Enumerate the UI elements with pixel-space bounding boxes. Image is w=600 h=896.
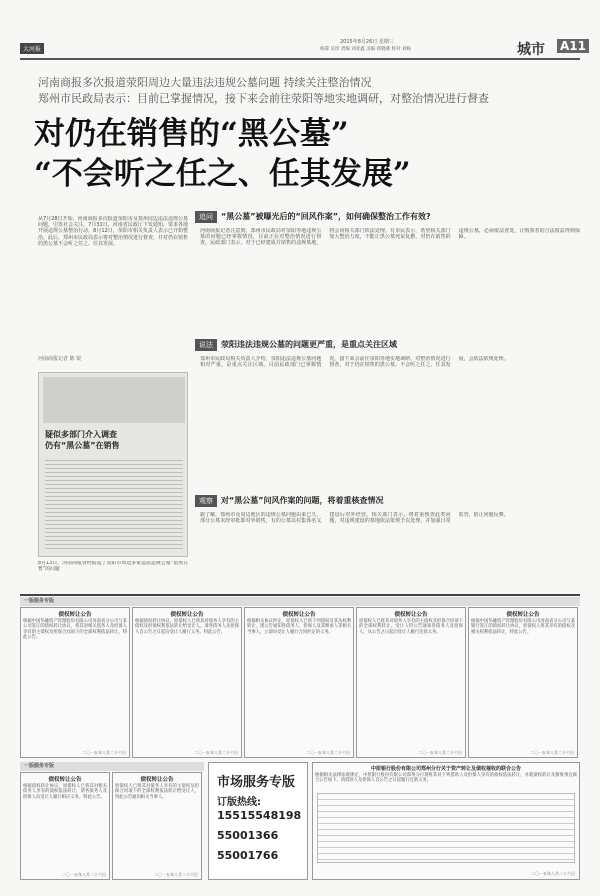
notice-title: 债权转让公告 [282,612,316,618]
inset-newspaper-image [38,372,188,557]
notice-body: 根据相关协议约定，原债权人已将下列债权及其从权利转让，现公告通知各债务人、担保人及其继承人等相关当事人，立即向受让人履行合同约定的义务。 [247,619,351,635]
section-1-tag: 追问 [195,211,217,223]
inset-headline-1: 疑似多部门介入调查 [45,430,117,439]
notice-title: 债权转让公告 [506,612,540,618]
inset-caption: 8月13日，河南商报曾经报道了荥阳市周边多家违法违规公墓“依然在售”的问题 [38,561,188,572]
bank-notice-footer: 二〇一五年八月二十六日 [531,871,575,876]
hotline-phone-1: 15515548198 [217,809,302,822]
issue-date: 2015年8月26日 星期三 [340,39,394,45]
classifieds-row1-label: 一版服务专版 [24,598,55,604]
section-2-tag: 说法 [195,339,217,351]
section-2-header [195,338,585,351]
section-3-header [195,494,585,507]
notice-body: 原债权人已将其对债务人享有的主债权及担保合同项下的全部权利转让。受让人特公告通知各债务人及担保人，从公告之日起向受让人履行还款义务。 [359,619,463,635]
section-1-title: “黑公墓”被曝光后的“回风作案”，如何确保整治工作有效? [221,212,431,221]
notice-box [468,607,578,758]
notice-footer: 二〇一五年八月二十六日 [154,872,198,877]
notice-footer: 二〇一五年八月二十六日 [418,750,462,755]
notice-body: 根据中国华融资产管理股份有限公司河南省分公司与某银行签订的债权转让协议，原债权人将其享有的债权及相关权利依法转让，特此公告。 [471,619,575,635]
hotline-label: 订版热线: [217,797,261,808]
notice-box [244,607,354,758]
bank-notice-body: 根据相关法律法规规定，中原银行股份有限公司郑州分行现将其对下列借款人及担保人享有的债权依法转让，并就债权转让及催收事宜联合公告如下。请借款人及担保人自公告之日起履行还款义务。 [315,773,577,784]
headline-title-2: “不会听之任之、任其发展” [34,156,411,192]
notice-footer: 二〇一五年八月二十六日 [82,750,126,755]
classifieds-row1-header [20,597,580,606]
inset-photo-top [43,377,185,423]
notice-footer: 二〇一五年八月二十六日 [194,750,238,755]
notice-body: 根据中国华融资产管理股份有限公司河南省分公司与某公司签订的债权转让协议，将其对相关债务人及担保人享有的主债权及担保合同项下的全部权利依法转让。特此公告。 [23,619,127,640]
paper-logo: 大河报 [20,43,44,54]
inset-text-block [45,457,183,552]
section-1-body: 河南商报记者注意到，郑州市民政局对荥阳等地违规公墓的问题已经掌握情况，目前正在对整治情况进行督查。民政部门表示，对于已经建成并销售的违规墓地，将会同相关部门依法处理。有市民表示，希望相关部门加大整治力度，不能让黑公墓死灰复燃，对仍在销售的违规公墓，必须依法查处，让购墓者的合法权益得到保障。 [200,228,580,247]
notice-body: 根据债权转让协议，原债权人已将其对债务人享有的主债权及担保权利依法转让给受让人。请各债务人及担保人自公告之日起向受让人履行义务。特此公告。 [135,619,239,635]
hotline-phone-2: 55001366 [217,829,279,842]
headline-title-1: 对仍在销售的“黑公墓” [34,116,349,152]
section-3-tag: 观察 [195,495,217,507]
section-label: 城市 [517,42,545,58]
lead-paragraph: 从7月28日开始，河南商报多次报道荥阳市及郑州周边违法违规公墓问题，引发社会关注。7月31日，河南省民政厅下发通知，要求各地开展违规公墓整治行动。8月12日，荥阳市相关负责人表示已开始整治。此后，郑州市民政局表示将对整治情况进行督查，并对仍在销售的黑公墓不会听之任之、任其发展。 [38,216,188,247]
section-2-title: 荥阳违法违规公墓的问题更严重，是重点关注区域 [221,340,397,349]
notice-body: 原债权人已将其对债务人享有的主债权及担保合同项下的全部权利依法转让给受让人，特此公告通知相关当事人。 [115,784,199,800]
section-3-body: 据了解，郑州市及周边地区的违规公墓问题由来已久，部分公墓未经审批即对外销售，有的公墓以村集体名义建设后对外经营。相关部门表示，将着重核查此类问题，对违规建设的墓地依法依规予以处理，并加强日常监管，防止问题反弹。 [200,512,509,525]
notice-footer: 二〇一五年八月二十六日 [306,750,350,755]
notice-box [132,607,242,758]
notice-box [20,772,110,880]
notice-title: 债权转让公告 [170,612,204,618]
notice-body: 根据债权转让协议，原债权人已将其对相关债务人享有的债权依法转让，请各债务人及担保人向受让人履行相应义务。特此公告。 [23,784,107,800]
bank-notice-box [312,762,580,880]
masthead [20,39,586,58]
notice-footer: 二〇一五年八月二十六日 [62,872,106,877]
inset-headline-2: 仍有“黑公墓”在销售 [45,441,120,450]
market-service-title: 市场服务专版 [217,775,296,790]
classifieds-row2-label: 一版服务专版 [24,763,55,769]
notice-box [20,607,130,758]
notice-title: 债权转让公告 [58,612,92,618]
lead-byline: 河南商报记者 陈 锐 [38,356,82,362]
bank-notice-table [317,793,575,863]
notice-title: 债权转让公告 [48,777,82,783]
notice-box [112,772,202,880]
notice-title: 债权转让公告 [394,612,428,618]
market-service-box [208,762,308,880]
section-3-title: 对“黑公墓”问风作案的问题，将着重核查情况 [221,496,384,505]
notice-title: 债权转让公告 [140,777,174,783]
hotline-phone-3: 55001766 [217,849,279,862]
page-number: A11 [557,39,589,53]
editor-credits: 统筹 吴彤 责编 刘亚鑫 美编 蒋晓燕 校对 刘杨 [320,47,412,52]
kicker-line-1: 河南商报多次报道荥阳周边大量违法违规公墓问题 持续关注整治情况 [38,76,372,89]
section-1-header [195,210,585,223]
classifieds-row2-header [20,762,204,771]
notice-box [356,607,466,758]
bank-notice-title: 中原银行股份有限公司郑州分行关于资产转让及债权催收的联合公告 [370,766,521,772]
kicker-line-2: 郑州市民政局表示：目前已掌握情况，接下来会前往荥阳等地实地调研，对整治情况进行督查 [38,92,489,105]
notice-footer: 二〇一五年八月二十六日 [530,750,574,755]
section-2-body: 郑州市民政局相关负责人介绍，荥阳违法违规公墓问题相对严重，是重点关注区域。目前民政部门已掌握情况，接下来会前往荥阳等地实地调研，对整治情况进行督查，对于仍在销售的黑公墓，不会听之任之、任其发展，会依法依规处理。 [200,356,509,369]
